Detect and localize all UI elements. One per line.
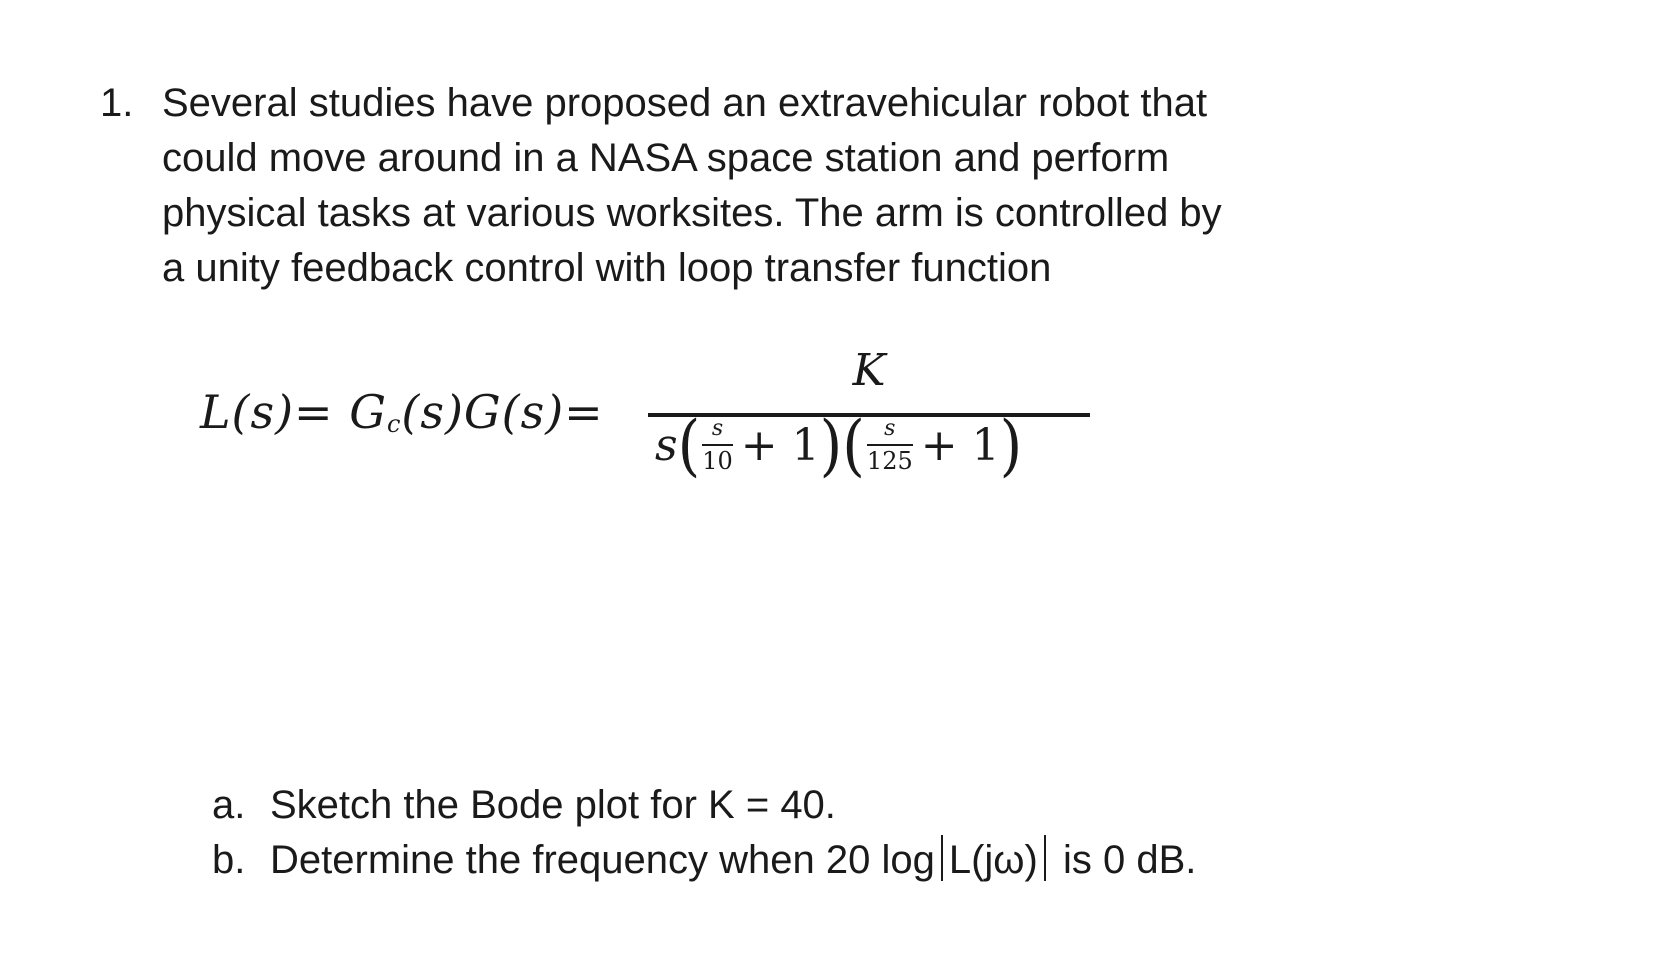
paren-close: ) [819,405,843,485]
absolute-value-bar-left [941,835,943,881]
part-text-mid: L(jω) [948,838,1038,882]
part-text-before: Determine the frequency when 20 log [270,838,935,882]
problem-line: physical tasks at various worksites. The arm is controlled by [162,191,1222,235]
fraction-numerator: K [852,345,886,396]
question-parts [212,778,1196,888]
problem-line: could move around in a NASA space station and perform [162,136,1170,180]
transfer-function-equation [200,345,1100,505]
small-fraction-numerator: s [711,416,724,441]
lhs-l-of-s: L(s)= [200,385,334,439]
part-a [212,778,1196,833]
small-fraction-denominator: 10 [702,447,733,475]
problem-number: 1. [100,81,134,125]
small-fraction-2 [866,416,913,475]
paren-open: ( [677,405,701,485]
plus-one: + 1 [740,419,820,471]
absolute-value-bar-right [1044,835,1046,881]
paren-open: ( [842,405,865,485]
fraction-denominator [655,405,1023,503]
part-b [212,833,1196,888]
equation-lhs [200,385,604,439]
problem-line: Several studies have proposed an extravehicular robot that [162,81,1208,125]
small-fraction-numerator: s [884,416,896,441]
problem-statement [100,76,1360,296]
part-text: Sketch the Bode plot for K = 40. [270,783,836,827]
problem-line: a unity feedback control with loop transfer function [162,246,1052,290]
problem-text [162,76,1360,296]
lhs-subscript-c: c [386,410,402,438]
lhs-g: G [349,385,387,439]
plus-one: + 1 [920,419,1000,471]
part-letter: a. [212,783,246,827]
small-fraction-denominator: 125 [866,447,913,475]
denominator-s: s [655,419,678,471]
part-letter: b. [212,838,246,882]
small-fraction-1 [702,416,733,475]
part-text-after: is 0 dB. [1051,838,1197,882]
lhs-rest: (s)G(s)= [401,385,604,439]
paren-close: ) [999,405,1023,485]
